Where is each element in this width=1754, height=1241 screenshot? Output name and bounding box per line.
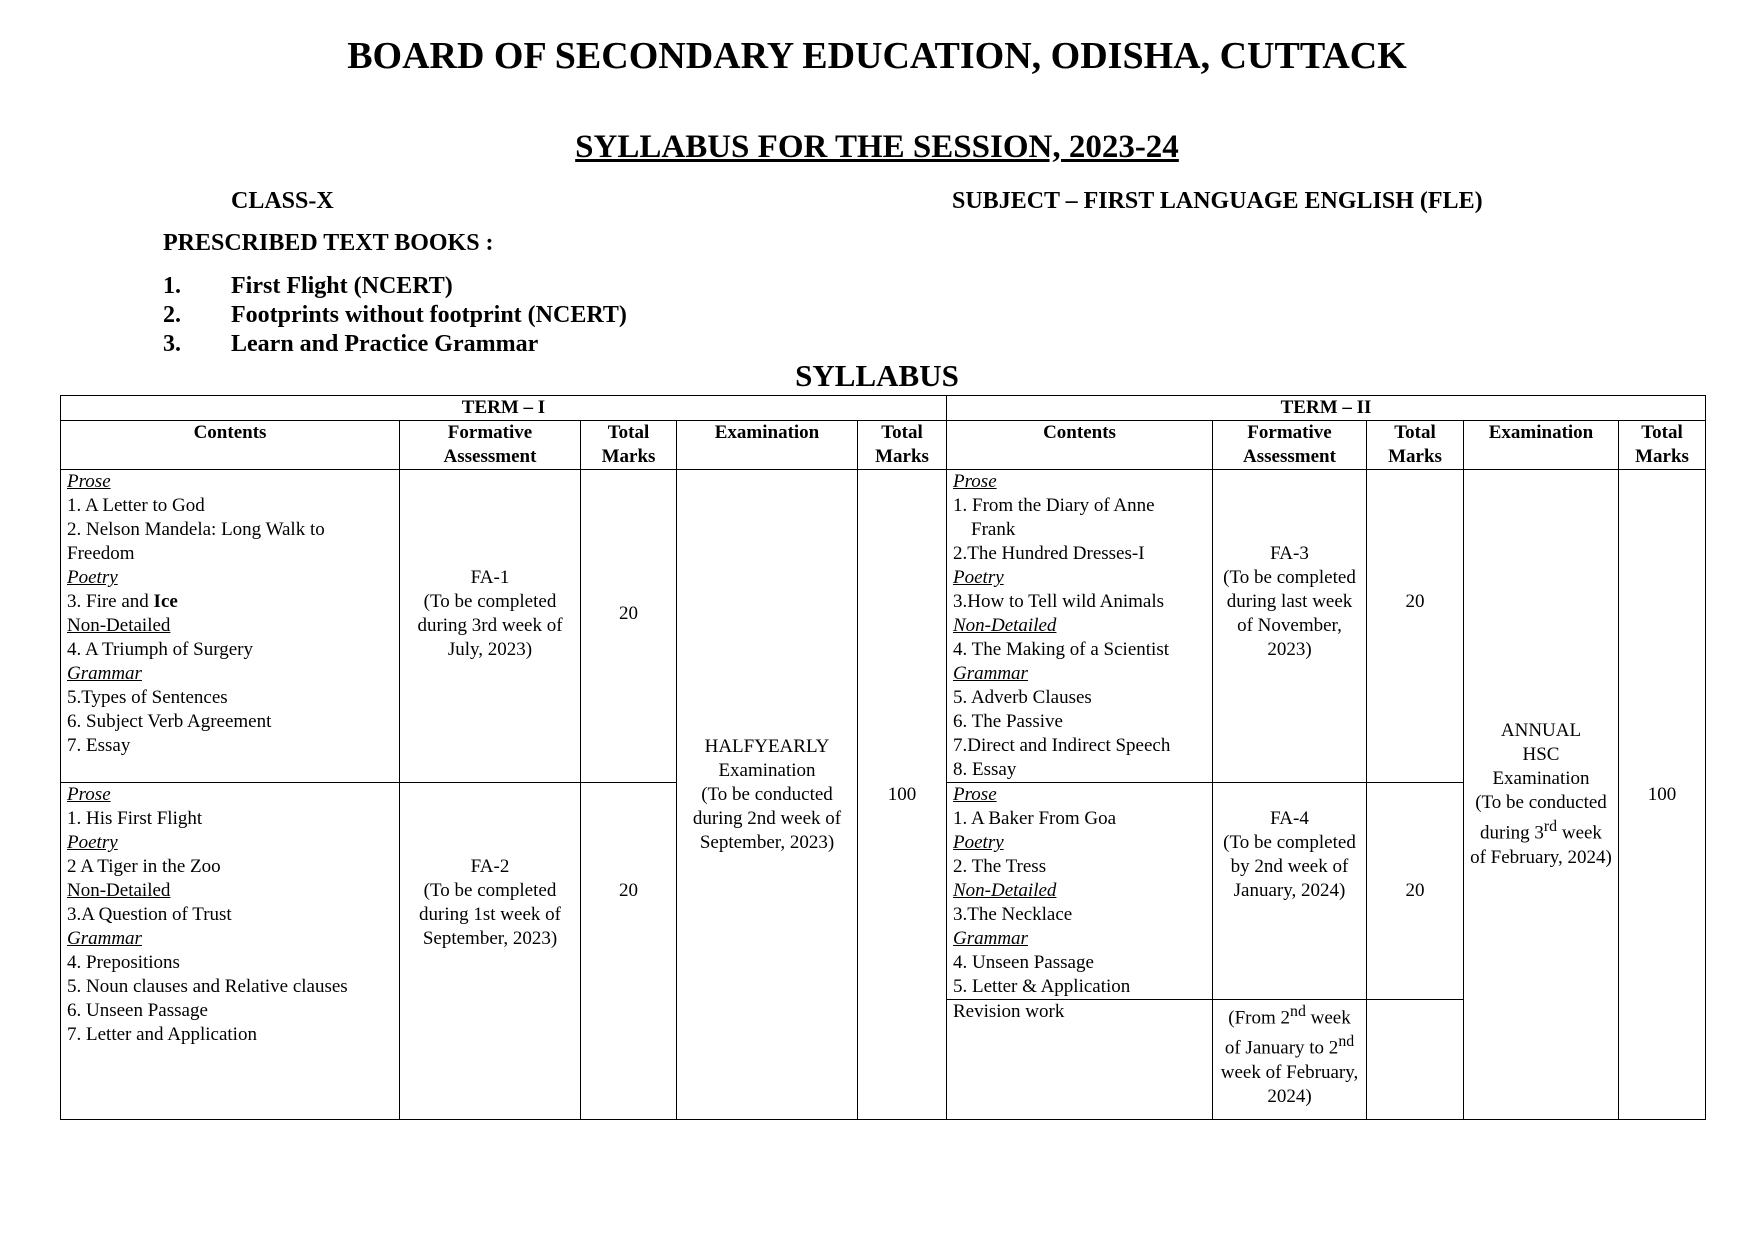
col-total-l2: Marks [1635,446,1689,467]
term-2-header: TERM – II [947,396,1706,421]
fa-note: (To be completed by 2nd week of January, 2024) [1223,832,1356,901]
category-prose: Prose [67,471,111,492]
content-item: 5. Letter & Application [953,976,1131,997]
content-item-text: 3. Fire and [67,591,154,612]
category-poetry: Poetry [67,567,118,588]
t2-revision-contents: Revision work [947,1000,1213,1120]
content-item: 4. Prepositions [67,952,180,973]
book-number: 2. [163,302,181,328]
col-total-l2: Marks [875,446,929,467]
content-item: 4. A Triumph of Surgery [67,639,253,660]
category-poetry: Poetry [953,832,1004,853]
content-item: 7.Direct and Indirect Speech [953,735,1171,756]
category-prose: Prose [953,784,997,805]
category-grammar: Grammar [67,663,142,684]
col-total-l2: Marks [601,446,656,467]
t1-exam-marks: 100 [858,470,947,1120]
col-formative-l1: Formative [1247,422,1332,443]
category-poetry: Poetry [67,832,118,853]
col-contents: Contents [61,421,400,470]
exam-note [1470,791,1612,869]
content-item: 1. His First Flight [67,808,203,829]
category-non-detailed: Non-Detailed [67,615,171,636]
content-item: 2. The Tress [953,856,1047,877]
t2-fa4-marks: 20 [1367,783,1464,1000]
col-formative-l2: Assessment [443,446,537,467]
exam-note-text: (To be conducted during 3 [1475,792,1607,844]
content-item: 7. Essay [67,735,131,756]
content-item: Frank [971,519,1016,540]
fa-note: (To be completed during 1st week of September, 2023) [419,880,561,949]
content-item [67,590,393,614]
revision-text: week of January to 2 [1224,1007,1351,1059]
content-item: 2.The Hundred Dresses-I [953,543,1145,564]
t2-fa3-contents [947,470,1213,783]
content-item: 7. Letter and Application [67,1024,257,1045]
fa-label: FA-3 [1270,543,1309,564]
t1-fa2-marks: 20 [581,783,677,1120]
superscript: nd [1290,1003,1306,1020]
book-item [163,272,627,301]
book-item [163,330,627,359]
content-item: 1. A Letter to God [67,495,205,516]
exam-note-text: week of February, 2024) [1470,822,1612,868]
exam-label: ANNUAL [1500,720,1582,742]
col-total-marks [1619,421,1706,470]
content-item: 4. The Making of a Scientist [953,639,1170,660]
session-title: SYLLABUS FOR THE SESSION, 2023-24 [575,129,1179,165]
book-name: Learn and Practice Grammar [231,331,539,357]
exam-label: HSC [1522,744,1560,766]
books-heading: PRESCRIBED TEXT BOOKS : [163,230,494,256]
t2-revision-period [1213,1000,1367,1120]
term-header-row [61,396,1706,421]
col-examination: Examination [677,421,858,470]
t1-fa1-contents [61,470,400,783]
col-contents: Contents [947,421,1213,470]
book-number: 3. [163,331,181,357]
book-list [163,272,627,359]
class-label: CLASS-X [231,188,334,214]
col-examination: Examination [1464,421,1619,470]
col-formative-l1: Formative [447,422,533,443]
content-item: 8. Essay [953,759,1017,780]
t2-fa4-assessment [1213,783,1367,1000]
t2-revision-marks [1367,1000,1464,1120]
content-item: 6. Unseen Passage [67,1000,208,1021]
category-non-detailed: Non-Detailed [953,880,1057,901]
content-item: 2 A Tiger in the Zoo [67,856,221,877]
content-item: 4. Unseen Passage [953,952,1094,973]
content-item: 2. Nelson Mandela: Long Walk to Freedom [67,519,325,564]
t1-fa2-contents [61,783,400,1120]
category-prose: Prose [953,471,997,492]
content-item: 6. The Passive [953,711,1063,732]
exam-note: (To be conducted during 2nd week of September, 2023) [692,783,842,853]
t1-fa1-marks: 20 [581,470,677,783]
category-grammar: Grammar [953,663,1028,684]
fa-note: (To be completed during last week of November, 2023) [1223,567,1356,660]
col-total-l1: Total [1641,422,1683,443]
t1-fa1-assessment [400,470,581,783]
content-item: 3.A Question of Trust [67,904,232,925]
column-header-row [61,421,1706,470]
col-total-l1: Total [881,422,923,443]
category-non-detailed: Non-Detailed [67,880,171,901]
t1-fa2-assessment [400,783,581,1120]
col-total-l2: Marks [1388,446,1442,467]
content-item: 3.How to Tell wild Animals [953,591,1165,612]
col-total-l1: Total [1394,422,1436,443]
book-item [163,301,627,330]
syllabus-heading: SYLLABUS [795,358,959,393]
fa-label: FA-1 [470,567,510,588]
table-row [61,470,1706,783]
col-formative-l2: Assessment [1243,446,1336,467]
col-total-marks [581,421,677,470]
term-1-header: TERM – I [61,396,947,421]
content-item: 5. Noun clauses and Relative clauses [67,976,348,997]
superscript: nd [1338,1033,1355,1051]
syllabus-table [60,395,1706,1120]
t2-exam-marks: 100 [1619,470,1706,1120]
content-item: 5. Adverb Clauses [953,687,1092,708]
category-grammar: Grammar [67,928,142,949]
t2-fa3-assessment [1213,470,1367,783]
book-number: 1. [163,273,181,299]
t2-fa3-marks: 20 [1367,470,1464,783]
exam-label: Examination [1492,768,1590,790]
col-total-marks [1367,421,1464,470]
t2-exam [1464,470,1619,1120]
col-formative [1213,421,1367,470]
superscript: rd [1543,818,1558,836]
revision-text: week of February, 2024) [1220,1061,1359,1107]
category-non-detailed: Non-Detailed [953,615,1057,636]
content-item: 3.The Necklace [953,904,1073,925]
fa-label: FA-2 [470,856,510,877]
exam-label: Examination [718,759,816,781]
exam-label: HALFYEARLY [704,735,830,757]
col-total-l1: Total [607,422,650,443]
subject-label: SUBJECT – FIRST LANGUAGE ENGLISH (FLE) [952,188,1483,214]
col-formative [400,421,581,470]
t1-exam [677,470,858,1120]
book-name: First Flight (NCERT) [231,273,453,299]
content-item: 6. Subject Verb Agreement [67,711,272,732]
content-item-bold: Ice [153,591,178,612]
category-grammar: Grammar [953,928,1028,949]
fa-note: (To be completed during 3rd week of July, 2023) [417,591,563,660]
revision-text: (From 2 [1228,1007,1291,1029]
category-prose: Prose [67,784,111,805]
content-item: 1. A Baker From Goa [953,808,1117,829]
content-item: 5.Types of Sentences [67,687,228,708]
book-name: Footprints without footprint (NCERT) [231,302,627,328]
category-poetry: Poetry [953,567,1004,588]
t2-fa4-contents [947,783,1213,1000]
col-total-marks [858,421,947,470]
board-title: BOARD OF SECONDARY EDUCATION, ODISHA, CUTTACK [347,35,1407,77]
content-item: 1. From the Diary of Anne [953,495,1155,516]
fa-label: FA-4 [1270,808,1309,829]
